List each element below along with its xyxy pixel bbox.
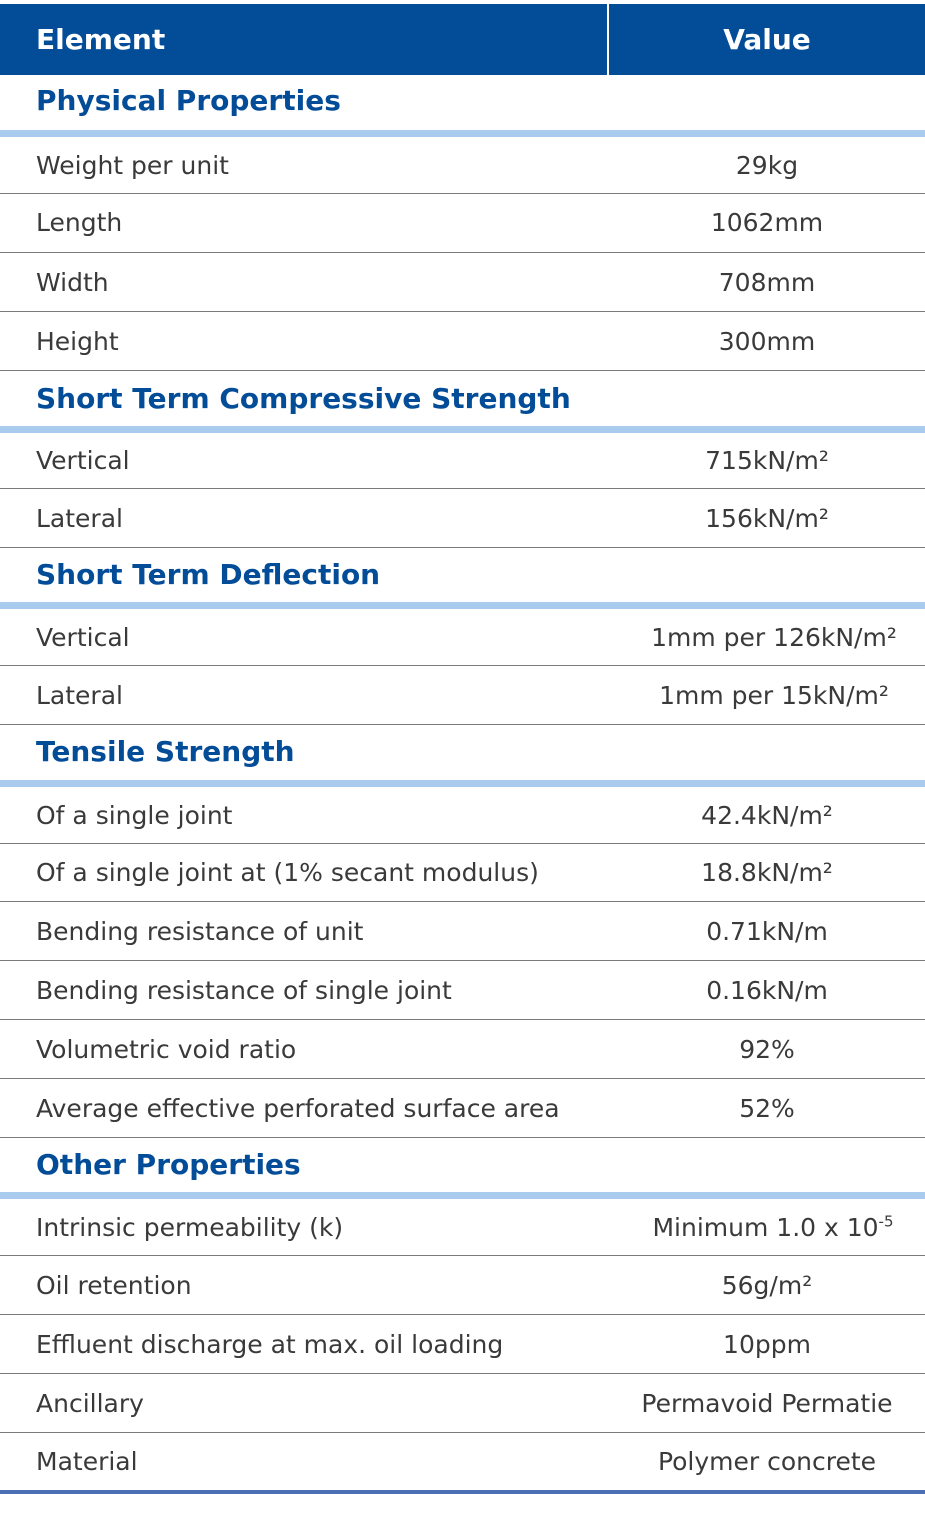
table-row	[0, 253, 925, 311]
section-title-tensile: Tensile Strength	[36, 735, 295, 768]
table-row	[0, 844, 925, 901]
row-label: Effluent discharge at max. oil loading	[36, 1329, 504, 1359]
row-value: Polymer concrete	[657, 1447, 877, 1476]
row-value: 0.71kN/m	[706, 916, 828, 946]
table-row	[0, 1374, 925, 1432]
header-element: Element	[0, 4, 609, 75]
row-value: 1mm per 126kN/m²	[651, 622, 897, 652]
section-bar	[0, 780, 925, 787]
row-value: 52%	[739, 1093, 795, 1123]
table-row	[0, 961, 925, 1019]
row-value: 156kN/m²	[705, 503, 829, 533]
table-header	[0, 4, 925, 75]
row-label: Intrinsic permeability (k)	[36, 1212, 344, 1242]
row-value: 42.4kN/m²	[701, 800, 833, 830]
section-bar	[0, 130, 925, 137]
row-label: Bending resistance of unit	[36, 916, 364, 946]
row-value: 18.8kN/m²	[701, 858, 833, 887]
row-value: 715kN/m²	[705, 446, 829, 475]
row-label: Of a single joint at (1% secant modulus)	[36, 858, 539, 887]
section-title-other: Other Properties	[36, 1148, 301, 1181]
row-value: 1mm per 15kN/m²	[659, 680, 889, 710]
table-row	[0, 1433, 925, 1490]
row-label: Bending resistance of single joint	[36, 975, 452, 1005]
row-label: Weight per unit	[36, 150, 229, 180]
row-label: Vertical	[36, 622, 130, 652]
row-value	[609, 1213, 925, 1242]
row-label: Lateral	[36, 503, 123, 533]
table-row	[0, 433, 925, 488]
row-divider	[0, 370, 925, 371]
row-label: Vertical	[36, 446, 130, 475]
row-label: Average effective perforated surface area	[36, 1093, 560, 1123]
row-value: 29kg	[735, 150, 799, 180]
section-title-compressive: Short Term Compressive Strength	[36, 382, 571, 415]
row-value-exponent: -5	[878, 1212, 894, 1231]
row-value: 10ppm	[723, 1329, 811, 1359]
table-row	[0, 1020, 925, 1078]
row-value: 0.16kN/m	[706, 975, 828, 1005]
table-row	[0, 609, 925, 665]
header-value: Value	[723, 23, 811, 56]
row-label: Of a single joint	[36, 800, 233, 830]
row-divider	[0, 1137, 925, 1138]
row-label: Width	[36, 267, 109, 297]
row-label: Oil retention	[36, 1270, 192, 1300]
section-bar	[0, 1192, 925, 1199]
section-title-physical: Physical Properties	[36, 84, 341, 117]
row-label: Height	[36, 326, 119, 356]
table-row	[0, 137, 925, 193]
row-value: 92%	[739, 1034, 795, 1064]
table-row	[0, 1315, 925, 1373]
table-row	[0, 312, 925, 370]
section-title-deflection: Short Term Deflection	[36, 558, 381, 591]
row-label: Length	[36, 208, 123, 237]
row-value: 56g/m²	[721, 1270, 813, 1300]
table-row	[0, 489, 925, 547]
row-label: Volumetric void ratio	[36, 1034, 297, 1064]
section-bar	[0, 602, 925, 609]
row-value: 1062mm	[710, 208, 824, 237]
table-row	[0, 194, 925, 251]
row-value: Permavoid Permatie	[641, 1388, 893, 1418]
row-label: Ancillary	[36, 1388, 144, 1418]
table-row	[0, 1199, 925, 1255]
table-row	[0, 666, 925, 724]
row-value: 708mm	[718, 267, 816, 297]
table-row	[0, 1079, 925, 1137]
row-value: 300mm	[718, 326, 816, 356]
row-value-text: Minimum 1.0 x 10	[652, 1212, 879, 1242]
section-bar	[0, 426, 925, 433]
table-row	[0, 787, 925, 843]
row-divider	[0, 547, 925, 548]
table-row	[0, 1256, 925, 1314]
table-row	[0, 902, 925, 960]
row-label: Lateral	[36, 680, 123, 710]
table-bottom-border	[0, 1490, 925, 1494]
row-label: Material	[36, 1447, 138, 1476]
row-divider	[0, 724, 925, 725]
